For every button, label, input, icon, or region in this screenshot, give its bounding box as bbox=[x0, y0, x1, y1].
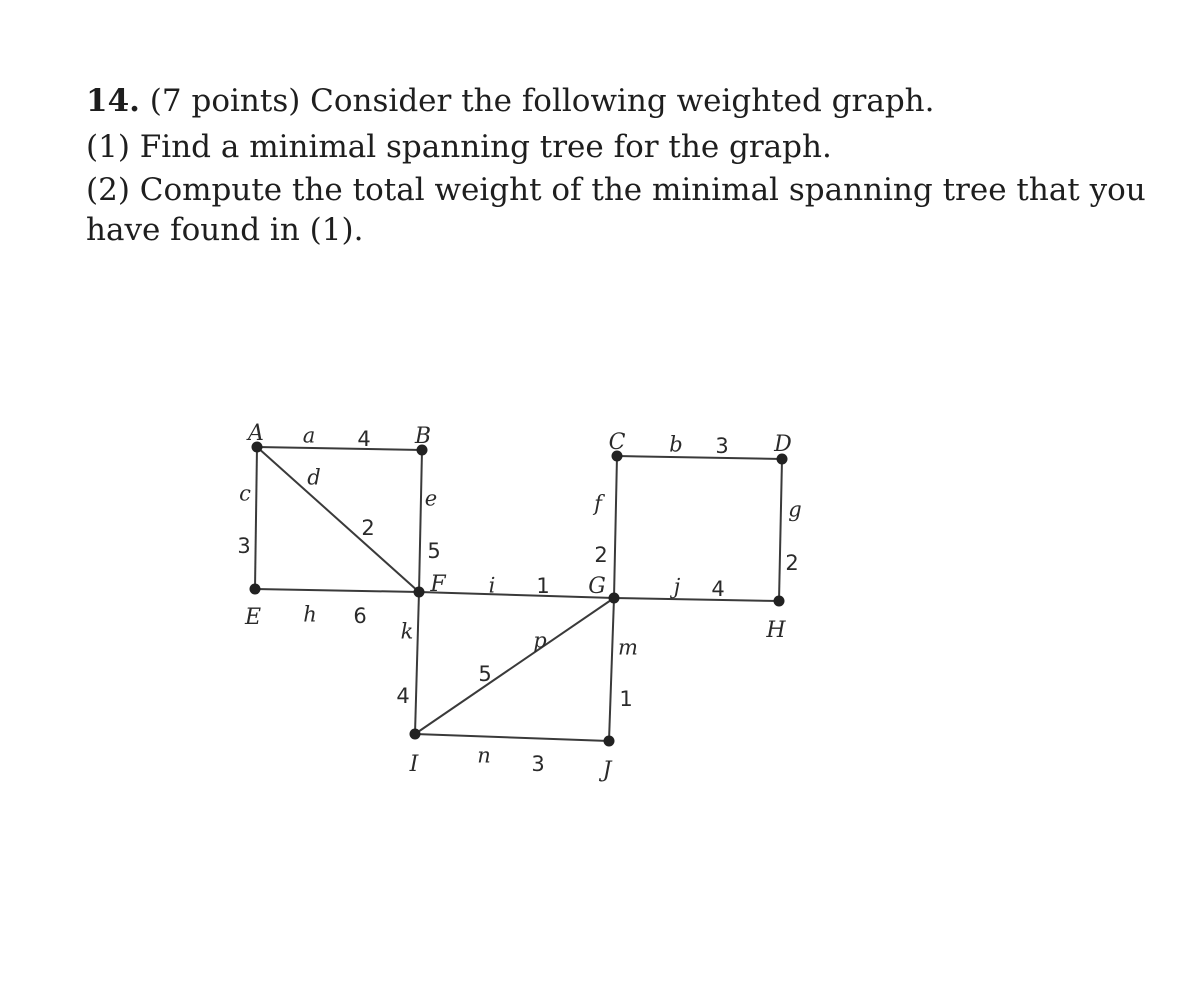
vertex-label-f: F bbox=[430, 572, 446, 597]
graph-edges bbox=[255, 447, 782, 741]
vertex-h bbox=[774, 596, 785, 607]
edge-weight-j: 4 bbox=[711, 577, 725, 601]
edge-b bbox=[617, 456, 782, 459]
edge-weight-f: 2 bbox=[594, 543, 608, 567]
graph-vertices bbox=[250, 442, 788, 747]
edge-weight-d: 2 bbox=[361, 516, 375, 540]
graph-labels bbox=[237, 421, 801, 783]
edge-weight-h: 6 bbox=[353, 604, 367, 628]
edge-name-f: f bbox=[594, 491, 602, 516]
edge-weight-m: 1 bbox=[619, 687, 633, 711]
edge-name-m: m bbox=[618, 635, 638, 660]
vertex-g bbox=[609, 593, 620, 604]
edge-name-d: d bbox=[307, 465, 321, 490]
edge-d bbox=[257, 447, 419, 592]
edge-weight-i: 1 bbox=[536, 574, 550, 598]
edge-weight-c: 3 bbox=[237, 534, 251, 558]
vertex-label-j: J bbox=[602, 758, 612, 783]
edge-name-p: p bbox=[533, 628, 547, 653]
edge-g bbox=[779, 459, 782, 601]
edge-n bbox=[415, 734, 609, 741]
edge-name-a: a bbox=[302, 423, 316, 448]
vertex-label-a: A bbox=[248, 421, 264, 446]
edge-weight-p: 5 bbox=[478, 662, 492, 686]
edge-i bbox=[419, 592, 614, 598]
edge-weight-n: 3 bbox=[531, 752, 545, 776]
vertex-e bbox=[250, 584, 261, 595]
edge-weight-g: 2 bbox=[785, 551, 799, 575]
edge-name-e: e bbox=[424, 486, 438, 511]
edge-name-k: k bbox=[400, 619, 414, 644]
edge-c bbox=[255, 447, 257, 589]
edge-j bbox=[614, 598, 779, 601]
edge-k bbox=[415, 592, 419, 734]
edge-name-h: h bbox=[303, 602, 317, 627]
edge-a bbox=[257, 447, 422, 450]
problem-part-1: (1) Find a minimal spanning tree for the graph. bbox=[86, 129, 832, 165]
vertex-label-h: H bbox=[766, 618, 786, 643]
edge-name-b: b bbox=[669, 432, 683, 457]
edge-m bbox=[609, 598, 614, 741]
problem-intro: (7 points) Consider the following weighted graph. bbox=[149, 83, 935, 119]
edge-weight-k: 4 bbox=[396, 684, 410, 708]
vertex-label-e: E bbox=[244, 605, 262, 630]
edge-name-i: i bbox=[488, 573, 496, 598]
edge-name-c: c bbox=[239, 481, 251, 506]
edge-p bbox=[415, 598, 614, 734]
vertex-j bbox=[604, 736, 615, 747]
edge-f bbox=[614, 456, 617, 598]
edge-weight-e: 5 bbox=[427, 539, 441, 563]
edge-weight-a: 4 bbox=[357, 427, 371, 451]
edge-h bbox=[255, 589, 419, 592]
vertex-i bbox=[410, 729, 421, 740]
vertex-label-g: G bbox=[588, 574, 606, 599]
problem-part-2: (2) Compute the total weight of the minimal spanning tree that you have found in (1). bbox=[86, 172, 1146, 248]
vertex-f bbox=[414, 587, 425, 598]
edge-e bbox=[419, 450, 422, 592]
vertex-label-c: C bbox=[608, 430, 626, 455]
edge-name-g: g bbox=[788, 497, 802, 522]
vertex-label-b: B bbox=[414, 424, 432, 449]
edge-name-n: n bbox=[477, 743, 491, 768]
vertex-label-i: I bbox=[409, 752, 419, 777]
problem-number: 14. bbox=[86, 83, 140, 119]
vertex-label-d: D bbox=[774, 432, 792, 457]
edge-weight-b: 3 bbox=[715, 434, 729, 458]
edge-name-j: j bbox=[673, 574, 681, 599]
